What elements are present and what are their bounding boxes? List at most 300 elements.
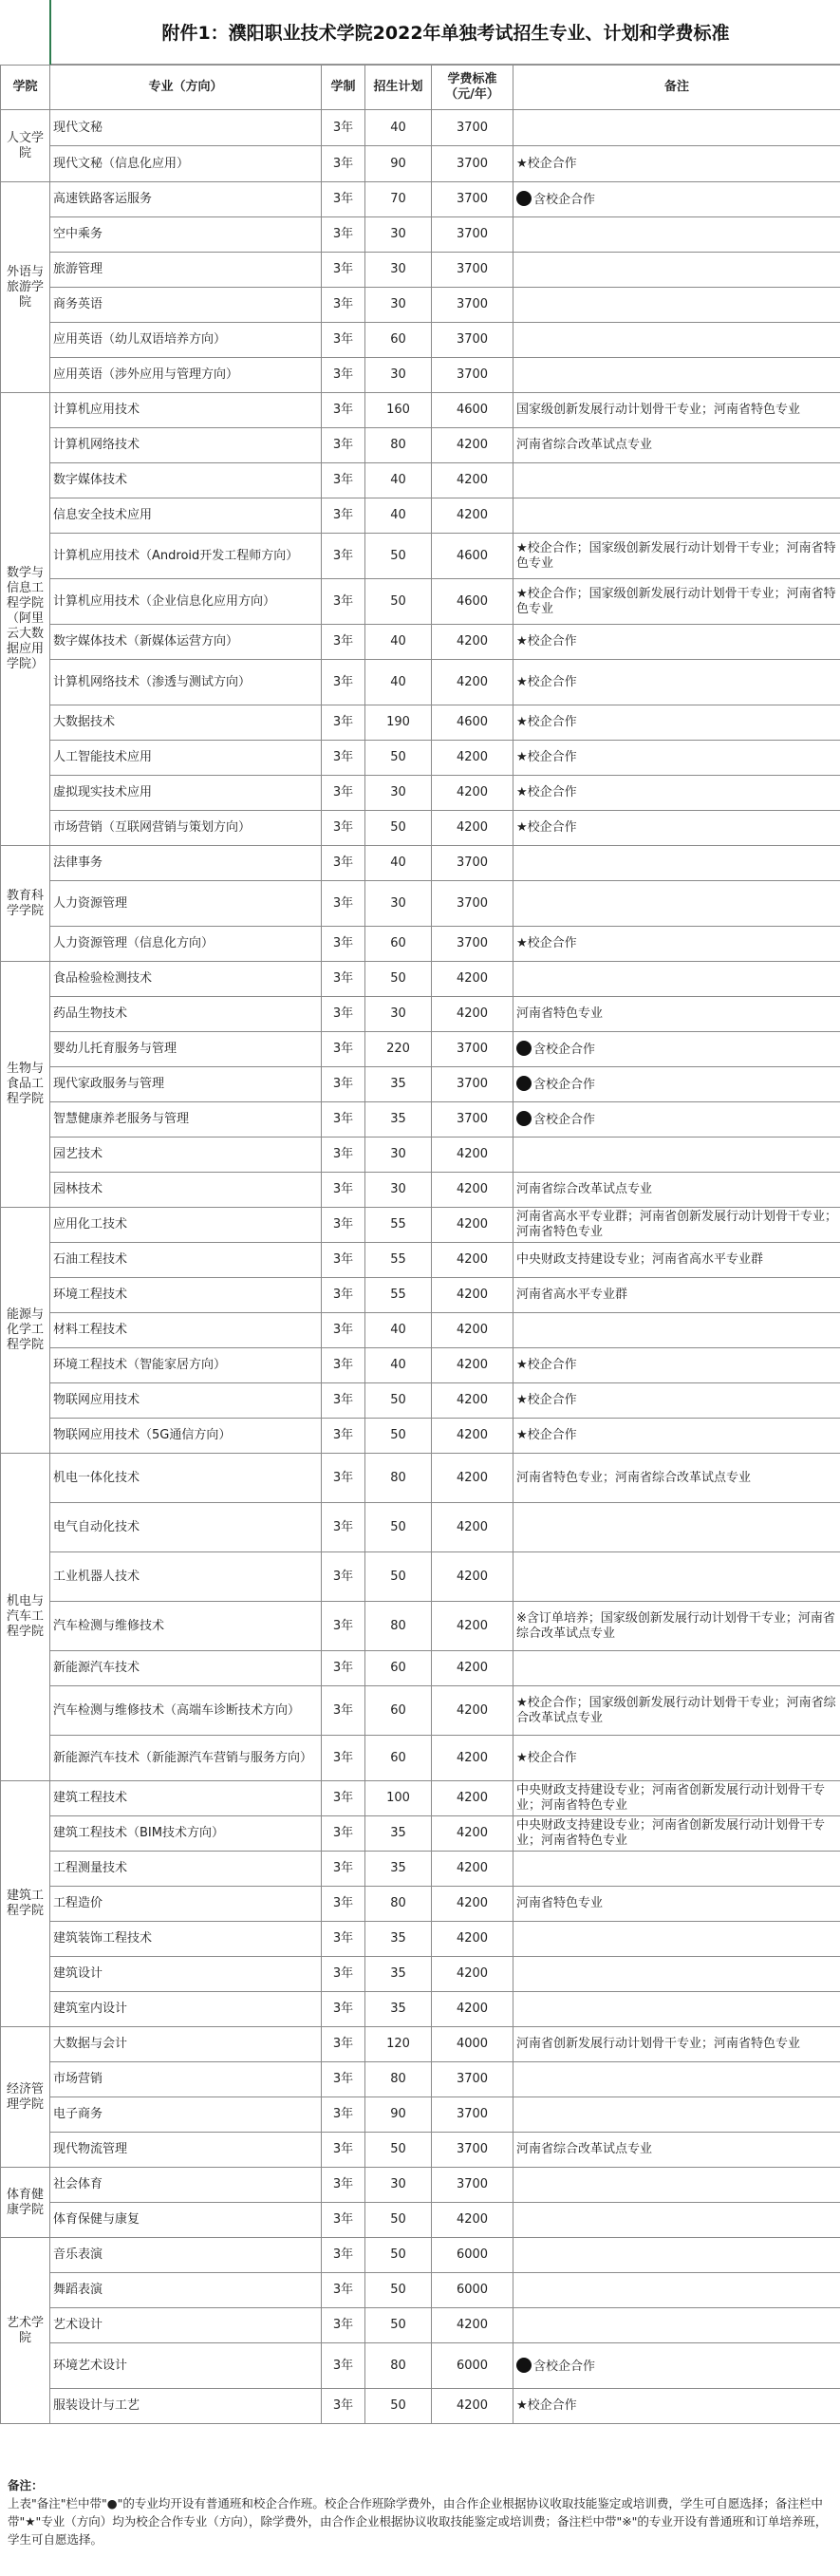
fee-cell: 4200 [432, 811, 513, 846]
table-row [1, 1651, 840, 1686]
note-cell: ★校企合作；国家级创新发展行动计划骨干专业；河南省特色专业 [513, 579, 840, 625]
years-cell: 3年 [322, 1957, 365, 1992]
major-cell: 智慧健康养老服务与管理 [50, 1102, 322, 1138]
plan-cell: 30 [365, 1173, 432, 1208]
note-cell [513, 2097, 840, 2133]
major-cell: 商务英语 [50, 288, 322, 323]
header-fee: 学费标准（元/年） [432, 66, 513, 110]
note-cell [513, 2308, 840, 2343]
note-cell: ★校企合作 [513, 1736, 840, 1781]
note-cell: ★校企合作 [513, 146, 840, 182]
plan-cell: 50 [365, 2133, 432, 2168]
major-cell: 计算机网络技术（渗透与测试方向） [50, 660, 322, 705]
plan-cell: 55 [365, 1278, 432, 1313]
note-cell [513, 2343, 840, 2389]
plan-cell: 80 [365, 2062, 432, 2097]
note-cell [513, 358, 840, 393]
note-cell [513, 2273, 840, 2308]
college-cell: 教育科学学院 [1, 846, 50, 962]
major-cell: 园林技术 [50, 1173, 322, 1208]
table-row [1, 1313, 840, 1348]
table-row [1, 1552, 840, 1602]
fee-cell: 3700 [432, 2097, 513, 2133]
years-cell: 3年 [322, 288, 365, 323]
table-row [1, 705, 840, 741]
note-cell: 河南省综合改革试点专业 [513, 428, 840, 463]
table-row [1, 1781, 840, 1816]
years-cell: 3年 [322, 579, 365, 625]
plan-cell: 40 [365, 1313, 432, 1348]
years-cell: 3年 [322, 1138, 365, 1173]
plan-cell: 50 [365, 2238, 432, 2273]
plan-cell: 30 [365, 881, 432, 927]
table-row [1, 217, 840, 253]
fee-cell: 3700 [432, 288, 513, 323]
fee-cell: 4200 [432, 962, 513, 997]
note-cell: ★校企合作 [513, 927, 840, 962]
plan-cell: 35 [365, 1067, 432, 1102]
fee-cell: 3700 [432, 217, 513, 253]
table-row [1, 1243, 840, 1278]
major-cell: 新能源汽车技术（新能源汽车营销与服务方向） [50, 1736, 322, 1781]
college-cell: 生物与食品工程学院 [1, 962, 50, 1208]
plan-cell: 80 [365, 1887, 432, 1922]
plan-cell: 55 [365, 1208, 432, 1243]
table-row [1, 2308, 840, 2343]
note-text: 含校企合作 [533, 1043, 596, 1057]
table-row [1, 927, 840, 962]
note-cell [513, 323, 840, 358]
note-cell [513, 1503, 840, 1552]
table-row [1, 741, 840, 776]
table-row [1, 1602, 840, 1651]
fee-cell: 4200 [432, 625, 513, 660]
major-cell: 数字媒体技术（新媒体运营方向） [50, 625, 322, 660]
table-row [1, 2027, 840, 2062]
header-college: 学院 [1, 66, 50, 110]
note-cell: 河南省高水平专业群 [513, 1278, 840, 1313]
major-cell: 高速铁路客运服务 [50, 182, 322, 217]
years-cell: 3年 [322, 846, 365, 881]
fee-cell: 4200 [432, 1383, 513, 1419]
fee-cell: 4200 [432, 1922, 513, 1957]
major-cell: 电气自动化技术 [50, 1503, 322, 1552]
fee-cell: 3700 [432, 1067, 513, 1102]
plan-cell: 30 [365, 358, 432, 393]
table-row [1, 2389, 840, 2424]
college-cell: 能源与化学工程学院 [1, 1208, 50, 1454]
major-cell: 人力资源管理 [50, 881, 322, 927]
table-row [1, 110, 840, 146]
fee-cell: 3700 [432, 881, 513, 927]
years-cell: 3年 [322, 927, 365, 962]
fee-cell: 4200 [432, 1313, 513, 1348]
note-cell [513, 2203, 840, 2238]
years-cell: 3年 [322, 2273, 365, 2308]
table-row [1, 428, 840, 463]
note-cell: 河南省特色专业 [513, 997, 840, 1032]
note-cell: ★校企合作 [513, 811, 840, 846]
table-row [1, 2203, 840, 2238]
fee-cell: 3700 [432, 182, 513, 217]
table-row [1, 1736, 840, 1781]
note-cell [513, 1102, 840, 1138]
years-cell: 3年 [322, 1992, 365, 2027]
header-plan: 招生计划 [365, 66, 432, 110]
college-cell: 机电与汽车工程学院 [1, 1454, 50, 1781]
major-cell: 计算机网络技术 [50, 428, 322, 463]
table-row [1, 1887, 840, 1922]
college-cell: 经济管理学院 [1, 2027, 50, 2168]
major-cell: 法律事务 [50, 846, 322, 881]
table-row [1, 1922, 840, 1957]
plan-cell: 35 [365, 1922, 432, 1957]
table-row [1, 1992, 840, 2027]
years-cell: 3年 [322, 1067, 365, 1102]
fee-cell: 3700 [432, 1032, 513, 1067]
plan-cell: 50 [365, 1383, 432, 1419]
plan-cell: 50 [365, 1419, 432, 1454]
fee-cell: 4200 [432, 741, 513, 776]
years-cell: 3年 [322, 1852, 365, 1887]
fee-cell: 4600 [432, 534, 513, 579]
major-cell: 应用化工技术 [50, 1208, 322, 1243]
note-cell [513, 1067, 840, 1102]
years-cell: 3年 [322, 1454, 365, 1503]
fee-cell: 4200 [432, 463, 513, 498]
header-major: 专业（方向） [50, 66, 322, 110]
note-cell [513, 1313, 840, 1348]
years-cell: 3年 [322, 2343, 365, 2389]
note-cell [513, 1032, 840, 1067]
note-cell: 国家级创新发展行动计划骨干专业；河南省特色专业 [513, 393, 840, 428]
major-cell: 计算机应用技术（企业信息化应用方向） [50, 579, 322, 625]
footnote-label: 备注： [8, 2478, 44, 2492]
major-cell: 食品检验检测技术 [50, 962, 322, 997]
note-cell [513, 962, 840, 997]
table-row [1, 1686, 840, 1736]
note-cell: 河南省高水平专业群；河南省创新发展行动计划骨干专业；河南省特色专业 [513, 1208, 840, 1243]
years-cell: 3年 [322, 811, 365, 846]
table-row [1, 253, 840, 288]
fee-cell: 3700 [432, 846, 513, 881]
note-cell [513, 288, 840, 323]
fee-cell: 3700 [432, 146, 513, 182]
note-cell [513, 253, 840, 288]
fee-cell: 3700 [432, 110, 513, 146]
years-cell: 3年 [322, 776, 365, 811]
major-cell: 人工智能技术应用 [50, 741, 322, 776]
fee-cell: 4200 [432, 1243, 513, 1278]
major-cell: 环境工程技术（智能家居方向） [50, 1348, 322, 1383]
major-cell: 建筑装饰工程技术 [50, 1922, 322, 1957]
table-row [1, 182, 840, 217]
fee-cell: 4200 [432, 498, 513, 534]
note-cell: ★校企合作 [513, 705, 840, 741]
note-cell: 河南省综合改革试点专业 [513, 2133, 840, 2168]
plan-cell: 50 [365, 1552, 432, 1602]
note-cell [513, 2168, 840, 2203]
plan-cell: 50 [365, 1503, 432, 1552]
college-cell: 外语与旅游学院 [1, 182, 50, 393]
fee-cell: 4200 [432, 1552, 513, 1602]
major-cell: 现代文秘 [50, 110, 322, 146]
major-cell: 人力资源管理（信息化方向） [50, 927, 322, 962]
years-cell: 3年 [322, 1243, 365, 1278]
plan-cell: 40 [365, 846, 432, 881]
note-cell [513, 1552, 840, 1602]
years-cell: 3年 [322, 1686, 365, 1736]
table-row [1, 1032, 840, 1067]
plan-cell: 80 [365, 1454, 432, 1503]
plan-cell: 40 [365, 660, 432, 705]
major-cell: 建筑工程技术 [50, 1781, 322, 1816]
plan-cell: 30 [365, 253, 432, 288]
plan-cell: 160 [365, 393, 432, 428]
years-cell: 3年 [322, 881, 365, 927]
fee-cell: 6000 [432, 2238, 513, 2273]
table-row [1, 1957, 840, 1992]
fee-cell: 4200 [432, 997, 513, 1032]
table-row [1, 1138, 840, 1173]
major-cell: 石油工程技术 [50, 1243, 322, 1278]
plan-cell: 60 [365, 1686, 432, 1736]
fee-cell: 4600 [432, 579, 513, 625]
table-row [1, 2097, 840, 2133]
plan-cell: 35 [365, 1992, 432, 2027]
plan-cell: 60 [365, 1736, 432, 1781]
table-row [1, 1208, 840, 1243]
plan-cell: 100 [365, 1781, 432, 1816]
years-cell: 3年 [322, 2133, 365, 2168]
plan-cell: 55 [365, 1243, 432, 1278]
black-dot-icon [516, 1041, 532, 1056]
plan-cell: 40 [365, 498, 432, 534]
major-cell: 现代家政服务与管理 [50, 1067, 322, 1102]
note-cell: 中央财政支持建设专业；河南省高水平专业群 [513, 1243, 840, 1278]
note-cell: 河南省特色专业；河南省综合改革试点专业 [513, 1454, 840, 1503]
note-cell: ★校企合作 [513, 2389, 840, 2424]
note-text: 含校企合作 [533, 1078, 596, 1092]
note-cell [513, 1992, 840, 2027]
major-cell: 电子商务 [50, 2097, 322, 2133]
major-cell: 现代物流管理 [50, 2133, 322, 2168]
college-cell: 人文学院 [1, 110, 50, 182]
college-cell: 体育健康学院 [1, 2168, 50, 2238]
plan-cell: 220 [365, 1032, 432, 1067]
years-cell: 3年 [322, 110, 365, 146]
major-cell: 市场营销（互联网营销与策划方向） [50, 811, 322, 846]
years-cell: 3年 [322, 2097, 365, 2133]
table-row [1, 1503, 840, 1552]
table-row [1, 2168, 840, 2203]
plan-cell: 40 [365, 463, 432, 498]
fee-cell: 3700 [432, 927, 513, 962]
fee-cell: 4200 [432, 660, 513, 705]
table-row [1, 1173, 840, 1208]
fee-cell: 3700 [432, 2168, 513, 2203]
years-cell: 3年 [322, 997, 365, 1032]
plan-cell: 50 [365, 2308, 432, 2343]
years-cell: 3年 [322, 705, 365, 741]
years-cell: 3年 [322, 2238, 365, 2273]
years-cell: 3年 [322, 1651, 365, 1686]
years-cell: 3年 [322, 217, 365, 253]
table-body [1, 110, 840, 2424]
note-cell [513, 463, 840, 498]
table-row [1, 2238, 840, 2273]
years-cell: 3年 [322, 1313, 365, 1348]
years-cell: 3年 [322, 1887, 365, 1922]
major-cell: 汽车检测与维修技术（高端车诊断技术方向） [50, 1686, 322, 1736]
years-cell: 3年 [322, 393, 365, 428]
years-cell: 3年 [322, 463, 365, 498]
note-cell [513, 182, 840, 217]
major-cell: 应用英语（涉外应用与管理方向） [50, 358, 322, 393]
table-row [1, 962, 840, 997]
years-cell: 3年 [322, 1781, 365, 1816]
years-cell: 3年 [322, 2168, 365, 2203]
major-cell: 物联网应用技术（5G通信方向） [50, 1419, 322, 1454]
major-cell: 新能源汽车技术 [50, 1651, 322, 1686]
fee-cell: 3700 [432, 1102, 513, 1138]
plan-cell: 50 [365, 2273, 432, 2308]
plan-cell: 30 [365, 217, 432, 253]
fee-cell: 4200 [432, 1887, 513, 1922]
header-years: 学制 [322, 66, 365, 110]
years-cell: 3年 [322, 498, 365, 534]
table-row [1, 1383, 840, 1419]
table-row [1, 288, 840, 323]
plan-cell: 35 [365, 1816, 432, 1852]
fee-cell: 4000 [432, 2027, 513, 2062]
plan-cell: 50 [365, 962, 432, 997]
fee-cell: 4200 [432, 1208, 513, 1243]
major-cell: 舞蹈表演 [50, 2273, 322, 2308]
plan-cell: 50 [365, 2203, 432, 2238]
note-cell: ★校企合作 [513, 1419, 840, 1454]
major-cell: 艺术设计 [50, 2308, 322, 2343]
plan-cell: 50 [365, 741, 432, 776]
major-cell: 应用英语（幼儿双语培养方向） [50, 323, 322, 358]
years-cell: 3年 [322, 182, 365, 217]
plan-cell: 90 [365, 2097, 432, 2133]
table-row [1, 1067, 840, 1102]
years-cell: 3年 [322, 2027, 365, 2062]
major-cell: 计算机应用技术（Android开发工程师方向） [50, 534, 322, 579]
table-row [1, 1816, 840, 1852]
note-cell: 河南省综合改革试点专业 [513, 1173, 840, 1208]
footnote-text: 上表"备注"栏中带"●"的专业均开设有普通班和校企合作班。校企合作班除学费外，由合作企业根据协议收取技能鉴定或培训费，学生可自愿选择；备注栏中带"★"专业（方向）均为校企合作专业（方向），除学费外，由合作企业根据协议收取技能鉴定或培训费；备注栏中带"※"的专业开设有普通班和订单培养班，学生可自愿选择。 [8, 2496, 828, 2547]
table-row [1, 534, 840, 579]
fee-cell: 4200 [432, 1278, 513, 1313]
table-row [1, 881, 840, 927]
footnote [8, 2476, 833, 2548]
table-row [1, 463, 840, 498]
major-cell: 工程造价 [50, 1887, 322, 1922]
years-cell: 3年 [322, 1032, 365, 1067]
plan-cell: 30 [365, 1138, 432, 1173]
plan-cell: 60 [365, 927, 432, 962]
fee-cell: 3700 [432, 323, 513, 358]
major-cell: 物联网应用技术 [50, 1383, 322, 1419]
college-cell: 建筑工程学院 [1, 1781, 50, 2027]
years-cell: 3年 [322, 2389, 365, 2424]
fee-cell: 4600 [432, 705, 513, 741]
major-cell: 药品生物技术 [50, 997, 322, 1032]
note-cell [513, 217, 840, 253]
fee-cell: 3700 [432, 2062, 513, 2097]
fee-cell: 4200 [432, 1602, 513, 1651]
note-cell: ★校企合作 [513, 625, 840, 660]
fee-cell: 4200 [432, 1173, 513, 1208]
table-row [1, 323, 840, 358]
note-cell: ★校企合作 [513, 741, 840, 776]
years-cell: 3年 [322, 1922, 365, 1957]
fee-cell: 4200 [432, 428, 513, 463]
note-cell: 河南省创新发展行动计划骨干专业；河南省特色专业 [513, 2027, 840, 2062]
years-cell: 3年 [322, 1383, 365, 1419]
note-text: 含校企合作 [533, 1113, 596, 1127]
note-text: 含校企合作 [533, 2359, 596, 2374]
years-cell: 3年 [322, 1173, 365, 1208]
years-cell: 3年 [322, 1602, 365, 1651]
table-row [1, 1852, 840, 1887]
black-dot-icon [516, 1111, 532, 1126]
fee-cell: 4200 [432, 1503, 513, 1552]
header-row [1, 66, 840, 110]
plan-cell: 120 [365, 2027, 432, 2062]
years-cell: 3年 [322, 1208, 365, 1243]
years-cell: 3年 [322, 428, 365, 463]
plan-cell: 30 [365, 2168, 432, 2203]
fee-cell: 4200 [432, 1651, 513, 1686]
years-cell: 3年 [322, 1816, 365, 1852]
major-cell: 汽车检测与维修技术 [50, 1602, 322, 1651]
fee-cell: 4200 [432, 1992, 513, 2027]
note-cell [513, 1852, 840, 1887]
college-cell: 数学与信息工程学院（阿里云大数据应用学院） [1, 393, 50, 846]
table-row [1, 660, 840, 705]
fee-cell: 6000 [432, 2273, 513, 2308]
years-cell: 3年 [322, 660, 365, 705]
fee-cell: 3700 [432, 358, 513, 393]
college-cell: 艺术学院 [1, 2238, 50, 2424]
table-row [1, 498, 840, 534]
note-cell: ★校企合作；国家级创新发展行动计划骨干专业；河南省特色专业 [513, 534, 840, 579]
years-cell: 3年 [322, 1736, 365, 1781]
fee-cell: 3700 [432, 2133, 513, 2168]
major-cell: 园艺技术 [50, 1138, 322, 1173]
plan-cell: 90 [365, 146, 432, 182]
major-cell: 材料工程技术 [50, 1313, 322, 1348]
note-cell [513, 846, 840, 881]
plan-cell: 50 [365, 2389, 432, 2424]
plan-cell: 80 [365, 1602, 432, 1651]
years-cell: 3年 [322, 2308, 365, 2343]
fee-cell: 4200 [432, 1736, 513, 1781]
table-row [1, 393, 840, 428]
note-cell [513, 1922, 840, 1957]
note-text: 含校企合作 [533, 193, 596, 207]
plan-cell: 30 [365, 288, 432, 323]
note-cell: 河南省特色专业 [513, 1887, 840, 1922]
years-cell: 3年 [322, 1503, 365, 1552]
note-cell: ★校企合作 [513, 776, 840, 811]
note-cell [513, 881, 840, 927]
major-cell: 市场营销 [50, 2062, 322, 2097]
major-cell: 虚拟现实技术应用 [50, 776, 322, 811]
